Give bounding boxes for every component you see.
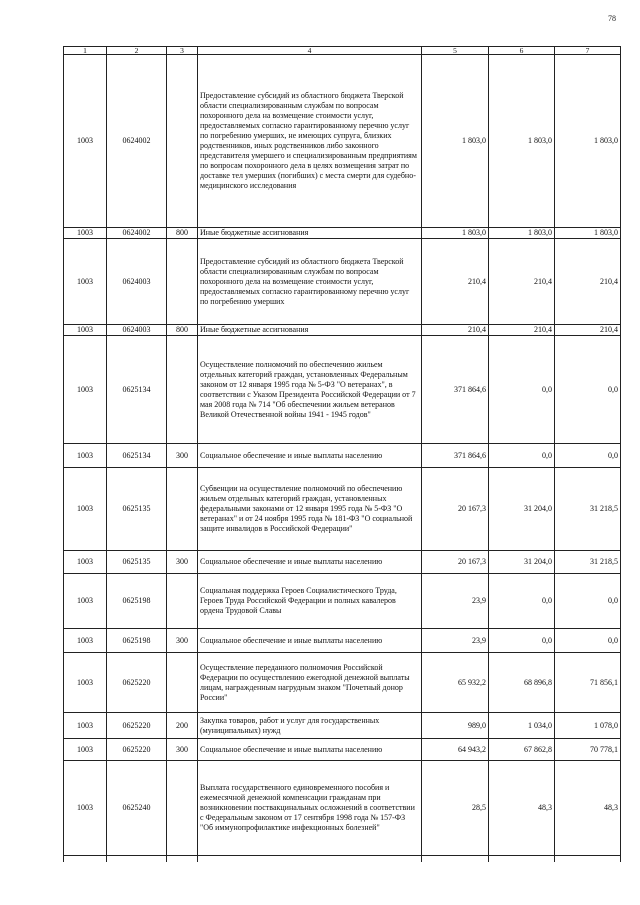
amount-year2-cell: 1 034,0 [489, 713, 555, 739]
section-code-cell: 1003 [64, 444, 107, 468]
amount-year2-cell: 31 204,0 [489, 468, 555, 551]
expense-type-cell: 300 [167, 551, 198, 574]
section-code-cell: 1003 [64, 325, 107, 336]
amount-year3-cell: 31 218,5 [555, 551, 621, 574]
amount-year1-cell: 1 803,0 [422, 55, 489, 228]
amount-year3-cell: 31 218,5 [555, 468, 621, 551]
section-code-cell: 1003 [64, 713, 107, 739]
expense-type-cell: 800 [167, 325, 198, 336]
section-code-cell: 1003 [64, 239, 107, 325]
amount-year3-cell: 210,4 [555, 239, 621, 325]
expense-type-cell: 300 [167, 739, 198, 761]
table-row [64, 739, 621, 761]
amount-year1-cell: 20 167,3 [422, 551, 489, 574]
page-number: 78 [608, 14, 616, 23]
amount-year2-cell: 210,4 [489, 325, 555, 336]
amount-year3-cell: 71 856,1 [555, 653, 621, 713]
amount-year1-cell: 23,9 [422, 574, 489, 629]
expense-type-cell: 300 [167, 444, 198, 468]
header-cell: 4 [198, 47, 422, 55]
expense-type-cell [167, 468, 198, 551]
table-row [64, 228, 621, 239]
section-code-cell: 1003 [64, 336, 107, 444]
table-header-row [64, 47, 621, 55]
amount-year3-cell: 70 778,1 [555, 739, 621, 761]
target-item-cell: 0625198 [107, 629, 167, 653]
description-cell: Выплата государственного единовременного пособия и ежемесячной денежной компенсации гражданам при возникновении поствакцинальных осложнений в соответствии с Федеральным законом от 17 сентября 1998 года № 157-ФЗ "Об иммунопрофилактике инфекционных болезней" [198, 761, 422, 856]
section-code-cell: 1003 [64, 574, 107, 629]
amount-year3-cell: 0,0 [555, 336, 621, 444]
amount-year3-cell: 0,0 [555, 574, 621, 629]
description-cell: Субвенции на осуществление полномочий по обеспечению жильем отдельных категорий граждан, установленных федеральными законами от 12 января 1995 года № 5-ФЗ "О ветеранах" и от 24 ноября 1995 года № 181-ФЗ "О социальной защите инвалидов в Российской Федерации" [198, 468, 422, 551]
table-row [64, 761, 621, 856]
section-code-cell: 1003 [64, 468, 107, 551]
amount-year2-cell: 67 862,8 [489, 739, 555, 761]
amount-year1-cell: 65 932,2 [422, 653, 489, 713]
target-item-cell: 0625220 [107, 653, 167, 713]
table-continuation-row [64, 856, 621, 863]
amount-year3-cell: 1 078,0 [555, 713, 621, 739]
amount-year1-cell: 1 803,0 [422, 228, 489, 239]
target-item-cell: 0624003 [107, 325, 167, 336]
target-item-cell: 0624003 [107, 239, 167, 325]
expense-type-cell [167, 239, 198, 325]
target-item-cell: 0625220 [107, 713, 167, 739]
expense-type-cell [167, 336, 198, 444]
amount-year3-cell: 1 803,0 [555, 228, 621, 239]
amount-year1-cell: 64 943,2 [422, 739, 489, 761]
expense-type-cell: 300 [167, 629, 198, 653]
target-item-cell: 0625198 [107, 574, 167, 629]
header-cell: 6 [489, 47, 555, 55]
table-row [64, 551, 621, 574]
amount-year1-cell: 371 864,6 [422, 336, 489, 444]
section-code-cell: 1003 [64, 653, 107, 713]
target-item-cell: 0625134 [107, 336, 167, 444]
description-cell: Социальное обеспечение и иные выплаты населению [198, 629, 422, 653]
amount-year1-cell: 989,0 [422, 713, 489, 739]
amount-year1-cell: 210,4 [422, 239, 489, 325]
amount-year2-cell: 31 204,0 [489, 551, 555, 574]
amount-year2-cell: 0,0 [489, 444, 555, 468]
target-item-cell: 0625134 [107, 444, 167, 468]
amount-year1-cell: 23,9 [422, 629, 489, 653]
description-cell: Предоставление субсидий из областного бюджета Тверской области специализированным службам по вопросам похоронного дела на возмещение стоимости услуг, предоставляемых согласно гарантированному перечню услуг по погребению умерших, не имеющих супруга, близких родственников, иных родственников либо законного представителя умершего и специализированным предприятиям по вопросам похоронного дела в целях возмещения затрат по доставке тел умерших (погибших) с места смерти для судебно-медицинского исследования [198, 55, 422, 228]
target-item-cell: 0625135 [107, 551, 167, 574]
expense-type-cell: 800 [167, 228, 198, 239]
section-code-cell: 1003 [64, 551, 107, 574]
expense-type-cell [167, 653, 198, 713]
target-item-cell: 0625220 [107, 739, 167, 761]
table-row [64, 336, 621, 444]
header-cell: 5 [422, 47, 489, 55]
table-row [64, 239, 621, 325]
section-code-cell: 1003 [64, 761, 107, 856]
description-cell: Социальное обеспечение и иные выплаты населению [198, 551, 422, 574]
expense-type-cell [167, 574, 198, 629]
header-cell: 1 [64, 47, 107, 55]
budget-table [63, 46, 621, 862]
amount-year3-cell: 0,0 [555, 444, 621, 468]
table-row [64, 468, 621, 551]
section-code-cell: 1003 [64, 629, 107, 653]
target-item-cell: 0624002 [107, 55, 167, 228]
table-row [64, 325, 621, 336]
description-cell: Иные бюджетные ассигнования [198, 228, 422, 239]
target-item-cell: 0625240 [107, 761, 167, 856]
description-cell: Осуществление переданного полномочия Российской Федерации по осуществлению ежегодной денежной выплаты лицам, награжденным нагрудным знаком "Почетный донор России" [198, 653, 422, 713]
amount-year2-cell: 0,0 [489, 629, 555, 653]
section-code-cell: 1003 [64, 228, 107, 239]
section-code-cell: 1003 [64, 739, 107, 761]
description-cell: Социальное обеспечение и иные выплаты населению [198, 444, 422, 468]
header-cell: 2 [107, 47, 167, 55]
target-item-cell: 0625135 [107, 468, 167, 551]
section-code-cell: 1003 [64, 55, 107, 228]
header-cell: 3 [167, 47, 198, 55]
amount-year1-cell: 28,5 [422, 761, 489, 856]
table-row [64, 629, 621, 653]
description-cell: Предоставление субсидий из областного бюджета Тверской области специализированным службам по вопросам похоронного дела на возмещение стоимости услуг, предоставляемых согласно гарантированному перечню услуг по погребению умерших [198, 239, 422, 325]
description-cell: Закупка товаров, работ и услуг для государственных (муниципальных) нужд [198, 713, 422, 739]
expense-type-cell: 200 [167, 713, 198, 739]
description-cell: Осуществление полномочий по обеспечению жильем отдельных категорий граждан, установленных Федеральным законом от 12 января 1995 года № 5-ФЗ "О ветеранах", в соответствии с Указом Президента Российской Федерации от 7 мая 2008 года № 714 "Об обеспечении жильем ветеранов Великой Отечественной войны 1941 - 1945 годов" [198, 336, 422, 444]
table-row [64, 653, 621, 713]
table-row [64, 444, 621, 468]
amount-year2-cell: 1 803,0 [489, 228, 555, 239]
amount-year3-cell: 210,4 [555, 325, 621, 336]
amount-year1-cell: 371 864,6 [422, 444, 489, 468]
amount-year3-cell: 0,0 [555, 629, 621, 653]
amount-year1-cell: 210,4 [422, 325, 489, 336]
expense-type-cell [167, 55, 198, 228]
description-cell: Иные бюджетные ассигнования [198, 325, 422, 336]
header-cell: 7 [555, 47, 621, 55]
amount-year3-cell: 48,3 [555, 761, 621, 856]
amount-year2-cell: 210,4 [489, 239, 555, 325]
description-cell: Социальное обеспечение и иные выплаты населению [198, 739, 422, 761]
amount-year3-cell: 1 803,0 [555, 55, 621, 228]
amount-year1-cell: 20 167,3 [422, 468, 489, 551]
table-row [64, 574, 621, 629]
amount-year2-cell: 48,3 [489, 761, 555, 856]
table-row [64, 55, 621, 228]
amount-year2-cell: 68 896,8 [489, 653, 555, 713]
amount-year2-cell: 0,0 [489, 574, 555, 629]
amount-year2-cell: 0,0 [489, 336, 555, 444]
expense-type-cell [167, 761, 198, 856]
amount-year2-cell: 1 803,0 [489, 55, 555, 228]
description-cell: Социальная поддержка Героев Социалистического Труда, Героев Труда Российской Федерации и полных кавалеров ордена Трудовой Славы [198, 574, 422, 629]
table-row [64, 713, 621, 739]
target-item-cell: 0624002 [107, 228, 167, 239]
